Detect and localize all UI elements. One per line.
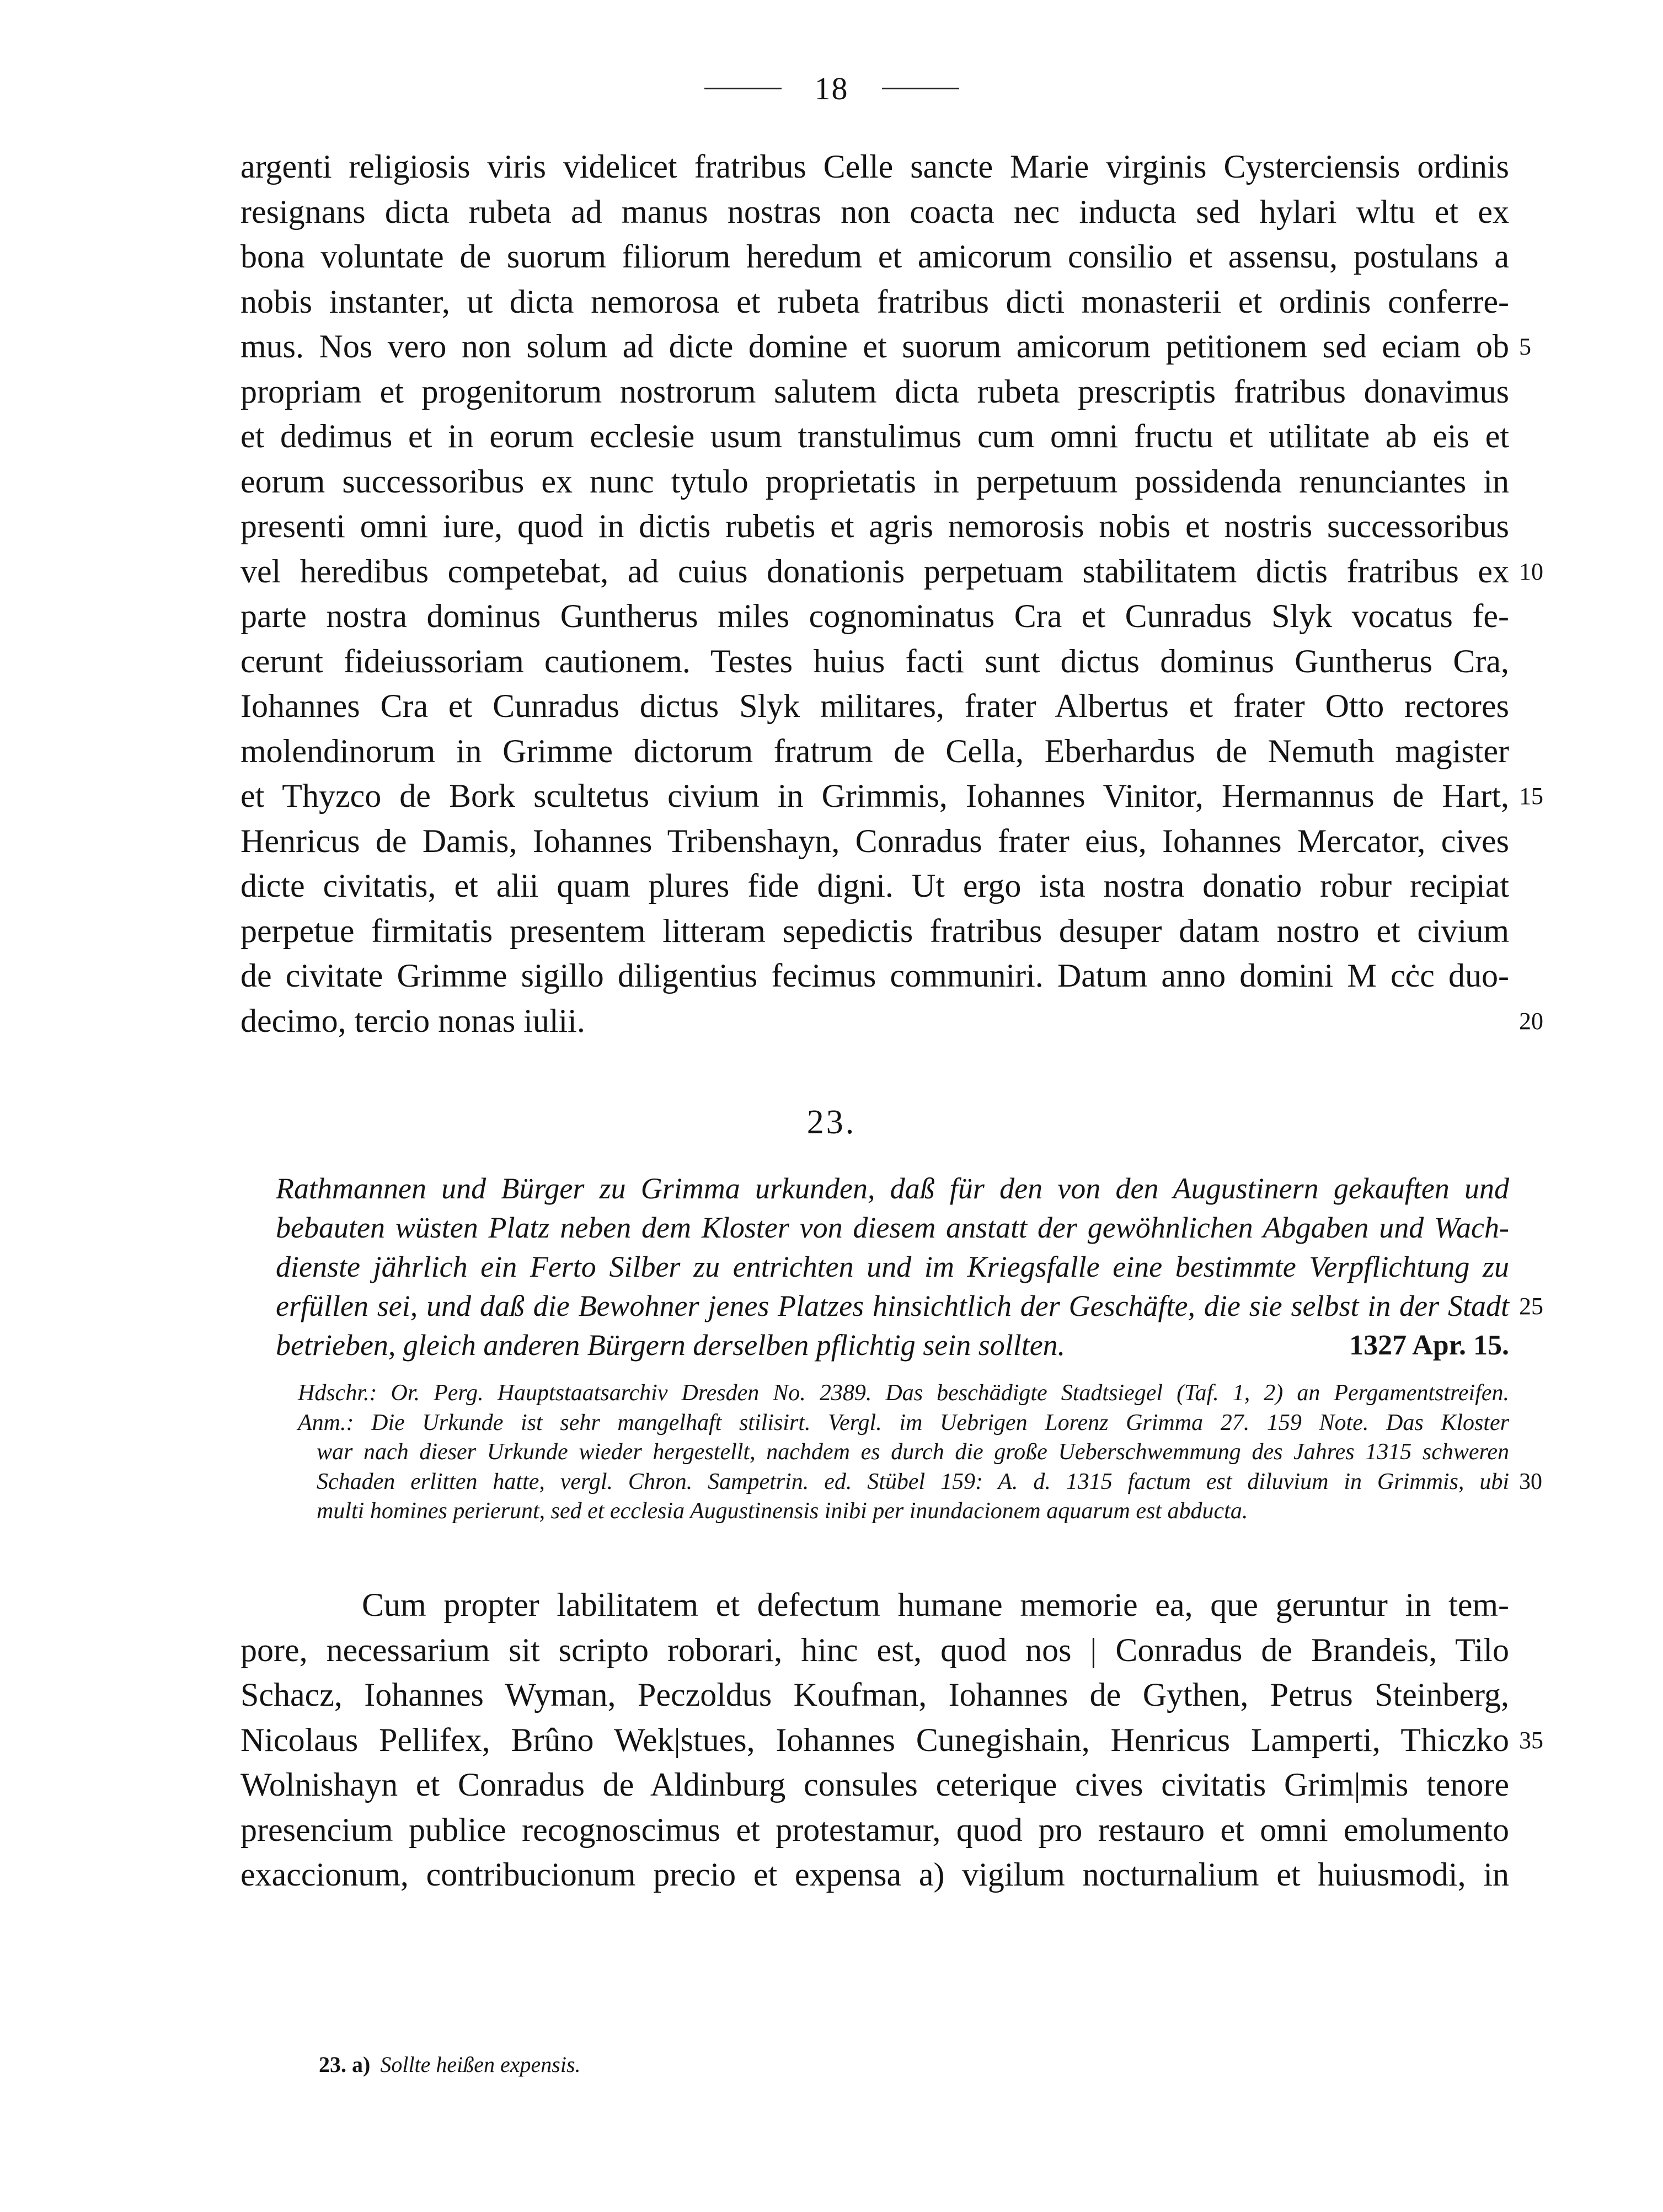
text-line: cerunt fideiussoriam cautionem. Testes huius facti sunt dictus dominus Guntherus Cra, <box>240 642 1509 679</box>
text-line: vel heredibus competebat, ad cuius donationis perpetuam stabilitatem dictis fratribus ex 10 <box>240 549 1509 594</box>
text-line: parte nostra dominus Guntherus miles cognominatus Cra et Cunradus Slyk vocatus fe- <box>240 598 1509 634</box>
text-line: resignans dicta rubeta ad manus nostras non coacta nec inducta sed hylari wltu et ex <box>240 193 1509 230</box>
line-number: 20 <box>1519 1007 1543 1035</box>
document-number: 23. <box>806 1104 857 1141</box>
footnote-text: Sollte heißen expensis. <box>380 2052 581 2077</box>
text-line: argenti religiosis viris videlicet fratribus Celle sancte Marie virginis Cysterciensis ordinis <box>240 148 1509 185</box>
text-line: dicte civitatis, et alii quam plures fide digni. Ut ergo ista nostra donatio robur recipiat <box>240 867 1509 904</box>
summary-line: Rathmannen und Bürger zu Grimma urkunden, daß für den von den Augustinern gekauften und <box>276 1172 1509 1205</box>
text-line: Wolnishayn et Conradus de Aldinburg consules ceterique cives civitatis Grim|mis tenore <box>240 1766 1509 1803</box>
page-number: 18 <box>814 70 849 106</box>
note-line: Schaden erlitten hatte, vergl. Chron. Sampetrin. ed. Stübel 159: A. d. 1315 factum est diluvium in Grimmis, ubi 30 <box>298 1467 1509 1497</box>
footnote <box>319 2052 581 2077</box>
note-line: Anm.: Die Urkunde ist sehr mangelhaft stilisirt. Vergl. im Uebrigen Lorenz Grimma 27. 159 Note. Das Kloster <box>298 1410 1509 1436</box>
line-number: 15 <box>1519 783 1543 810</box>
text-line: pore, necessarium sit scripto roborari, hinc est, quod nos | Conradus de Brandeis, Tilo <box>240 1631 1509 1668</box>
line-number: 10 <box>1519 558 1543 585</box>
summary-line: erfüllen sei, und daß die Bewohner jenes Platzes hinsichtlich der Geschäfte, die sie selbst in der Stadt 25 <box>276 1287 1509 1326</box>
text-line: Nicolaus Pellifex, Brûno Wek|stues, Iohannes Cunegishain, Henricus Lamperti, Thiczko 35 <box>240 1718 1509 1763</box>
note-line: Hdschr.: Or. Perg. Hauptstaatsarchiv Dresden No. 2389. Das beschädigte Stadtsiegel (Taf. 1, 2) an Pergamentstreifen. <box>298 1380 1509 1406</box>
text-line: molendinorum in Grimme dictorum fratrum de Cella, Eberhardus de Nemuth magister <box>240 732 1509 769</box>
line-number: 35 <box>1519 1726 1543 1754</box>
text-line: decimo, tercio nonas iulii. 20 <box>240 999 1509 1044</box>
summary-line: dienste jährlich ein Ferto Silber zu entrichten und im Kriegsfalle eine bestimmte Verpflichtung zu <box>276 1250 1509 1283</box>
text-line: Henricus de Damis, Iohannes Tribenshayn, Conradus frater eius, Iohannes Mercator, cives <box>240 822 1509 859</box>
summary-line: bebauten wüsten Platz neben dem Kloster von diesem anstatt der gewöhnlichen Abgaben und Wach- <box>276 1211 1509 1244</box>
text-line: perpetue firmitatis presentem litteram sepedictis fratribus desuper datam nostro et civium <box>240 912 1509 949</box>
summary-line: betrieben, gleich anderen Bürgern derselben pflichtig sein sollten. 1327 Apr. 15. <box>276 1326 1509 1365</box>
text-line: Iohannes Cra et Cunradus dictus Slyk militares, frater Albertus et frater Otto rectores <box>240 688 1509 724</box>
text-line: et dedimus et in eorum ecclesie usum transtulimus cum omni fructu et utilitate ab eis et <box>240 418 1509 454</box>
document-notes <box>298 1379 1542 1527</box>
note-line: multi homines perierunt, sed et ecclesia Augustinensis inibi per inundacionem aquarum est abducta. <box>317 1498 1248 1524</box>
document-text <box>240 1583 1543 1898</box>
text-line: eorum successoribus ex nunc tytulo proprietatis in perpetuum possidenda renunciantes in <box>240 463 1509 500</box>
header-rule-right <box>882 88 959 89</box>
line-number: 5 <box>1519 333 1531 360</box>
footnote-ref: 23. a) <box>319 2052 371 2077</box>
text-line: presenti omni iure, quod in dictis rubetis et agris nemorosis nobis et nostris successoribus <box>240 508 1509 544</box>
text-line: bona voluntate de suorum filiorum heredum et amicorum consilio et assensu, postulans a <box>240 238 1509 275</box>
text-line: Cum propter labilitatem et defectum humane memorie ea, que geruntur in tem- <box>362 1587 1509 1623</box>
document-summary <box>276 1169 1543 1365</box>
text-line: et Thyzco de Bork scultetus civium in Grimmis, Iohannes Vinitor, Hermannus de Hart, 15 <box>240 774 1509 819</box>
line-number: 25 <box>1519 1293 1543 1320</box>
text-line: nobis instanter, ut dicta nemorosa et rubeta fratribus dicti monasterii et ordinis conferre- <box>240 283 1509 320</box>
text-line: mus. Nos vero non solum ad dicte domine et suorum amicorum petitionem sed eciam ob 5 <box>240 324 1509 369</box>
page-header <box>0 66 1663 110</box>
text-line: propriam et progenitorum nostrorum salutem dicta rubeta prescriptis fratribus donavimus <box>240 373 1509 410</box>
line-number: 30 <box>1519 1469 1542 1495</box>
text-line: presencium publice recognoscimus et protestamur, quod pro restauro et omni emolumento <box>240 1811 1509 1848</box>
header-rule-left <box>704 88 782 89</box>
note-line: war nach dieser Urkunde wieder hergestellt, nachdem es durch die große Ueberschwemmung des Jahres 1315 schweren <box>317 1439 1509 1465</box>
text-line: Schacz, Iohannes Wyman, Peczoldus Koufman, Iohannes de Gythen, Petrus Steinberg, <box>240 1677 1509 1713</box>
previous-document-text <box>240 144 1543 1043</box>
text-line: de civitate Grimme sigillo diligentius fecimus communiri. Datum anno domini M cċc duo- <box>240 957 1509 994</box>
document-date: 1327 Apr. 15. <box>1349 1330 1509 1361</box>
text-line: exaccionum, contribucionum precio et expensa a) vigilum nocturnalium et huiusmodi, in <box>240 1856 1509 1893</box>
